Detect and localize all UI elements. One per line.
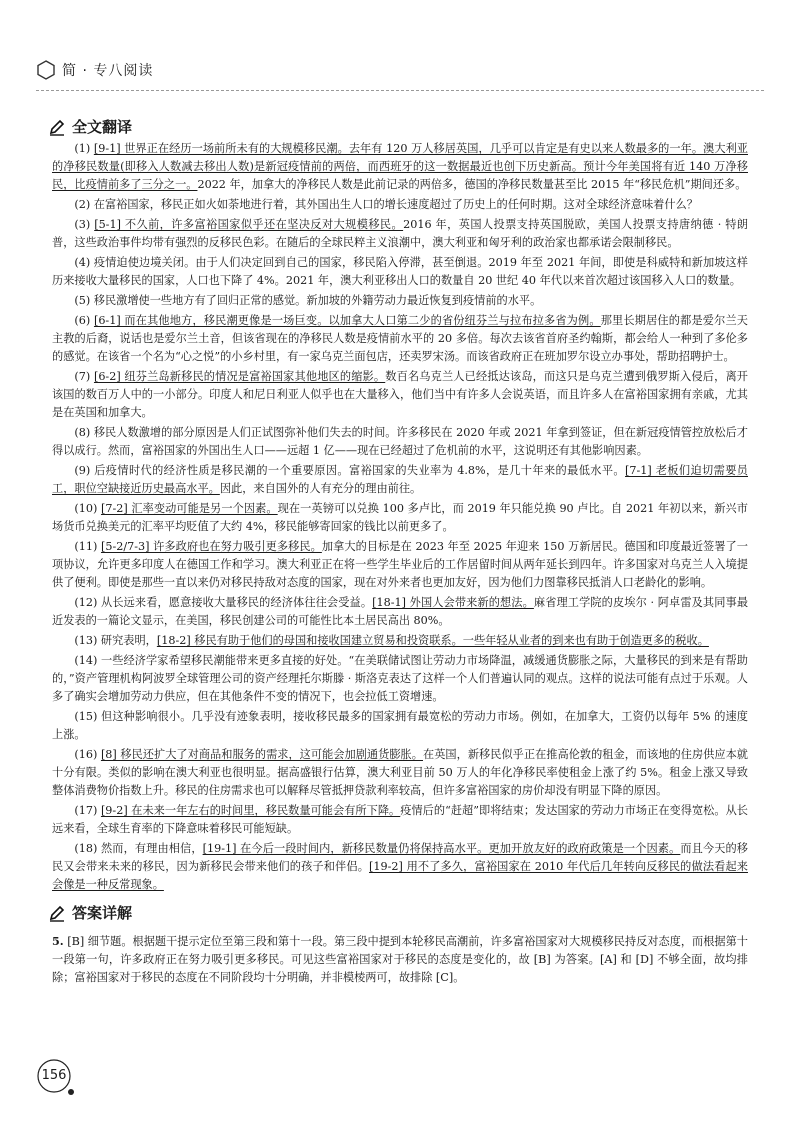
- paragraph-text: 2016 年，英国人投票支持英国脱欧，美国人投票支持唐纳德 · 特朗普，这些政治事件均带有强烈的反移民色彩。在随后的全球民粹主义浪潮中，澳大利亚和匈牙利的政治家也都承诺会限制移民。: [52, 218, 748, 249]
- translation-paragraph: [52, 632, 748, 650]
- underlined-key-sentence: [5-1] 不久前，许多富裕国家似乎还在坚决反对大规模移民。: [94, 218, 404, 231]
- section-title-translation: [48, 116, 132, 137]
- paragraph-text: (1): [74, 142, 94, 155]
- hexagon-icon: [36, 60, 56, 80]
- translation-paragraph: [52, 254, 748, 290]
- underlined-key-sentence: [6-2] 纽芬兰岛新移民的情况是富裕国家其他地区的缩影。: [93, 370, 386, 383]
- paragraph-text: 那里长期居住的都是爱尔兰天主教的后裔，说话也是爱尔兰土音，但该省现在的净移民人数是疫情前水平的 20 多倍。每次去该省首府圣约翰斯，都会给人一种到了多伦多的感觉。在该省一个名为“心之悦”的小乡村里，有一家乌克兰面包店，还卖罗宋汤。而该省政府正在班加罗尔设立办事处，帮助招聘护士。: [52, 314, 748, 363]
- paragraph-text: (4) 疫情迫使边境关闭。由于人们决定回到自己的国家，移民陷入停滞，甚至倒退。2019 年至 2021 年间，即使是科威特和新加坡这样历来接收大量移民的国家，人口也下降了 4%。2021 年，澳大利亚移出人口的数量自 20 世纪 40 年代以来首次超过该国移入人口的数量。: [52, 256, 748, 287]
- pen-icon: [48, 118, 66, 136]
- paragraph-text: (17): [74, 804, 101, 817]
- paragraph-text: 在英国，新移民似乎正在推高伦敦的租金，而该地的住房供应本就十分有限。类似的影响在澳大利亚也很明显。据高盛银行估算，澳大利亚目前 50 万人的年化净移民率使租金上涨了约 5%。租金上涨又导致整体消费物价指数上升。移民的住房需求也可以解释尽管抵押贷款利率较高，但许多富裕国家的房价却没有明显下降的原因。: [52, 748, 748, 797]
- paragraph-text: 加拿大的目标是在 2023 年至 2025 年迎来 150 万新居民。德国和印度最近签署了一项协议，允许更多印度人在德国工作和学习。澳大利亚正在将一些学生毕业后的工作居留时间从两年延长到四年。许多国家对乌克兰人入境提供了便利。即使是那些一直以来仍对移民持敌对态度的国家，现在对外来者也更加友好，因为他们力图靠移民抵消人口老龄化的影响。: [52, 540, 748, 589]
- translation-paragraph: [52, 840, 748, 894]
- paragraph-text: 2022 年，加拿大的净移民人数是此前记录的两倍多，德国的净移民数量甚至比 2015 年“移民危机”期间还多。: [197, 178, 747, 191]
- underlined-key-sentence: [18-1] 外国人会带来新的想法。: [372, 596, 534, 609]
- paragraph-text: (7): [74, 370, 94, 383]
- paragraph-text: (9) 后疫情时代的经济性质是移民潮的一个重要原因。富裕国家的失业率为 4.8%，是几十年来的最低水平。: [74, 464, 626, 477]
- page-header: [36, 60, 153, 80]
- answer-text: [B] 细节题。根据题干提示定位至第三段和第十一段。第三段中提到本轮移民高潮前，许多富裕国家对大规模移民持反对态度，而根据第十一段第一句，许多政府正在努力吸引更多移民。可见这些富裕国家对于移民的态度是变化的，故 [B] 为答案。[A] 和 [D] 不够全面，故均排除；富裕国家对于移民的态度在不同阶段均十分明确，并非模棱两可，故排除 [C]。: [52, 935, 748, 984]
- translation-paragraph: [52, 140, 748, 194]
- paragraph-text: (12) 从长远来看，愿意接收大量移民的经济体往往会受益。: [74, 596, 373, 609]
- paragraph-text: 现在一英镑可以兑换 100 多卢比，而 2019 年只能兑换 90 卢比。自 2021 年初以来，新兴市场货币兑换美元的汇率平均贬值了大约 4%，移民能够寄回家的钱比以前更多了。: [52, 502, 748, 533]
- paragraph-text: (2) 在富裕国家，移民正如火如荼地进行着，其外国出生人口的增长速度超过了历史上的任何时期。这对全球经济意味着什么？: [74, 198, 698, 211]
- paragraph-text: (18) 然而，有理由相信，: [74, 842, 203, 855]
- underlined-key-sentence: [18-2] 移民有助于他们的母国和接收国建立贸易和投资联系。一些年轻从业者的到来也有助于创造更多的税收。: [156, 634, 709, 647]
- underlined-key-sentence: [9-2] 在未来一年左右的时间里，移民数量可能会有所下降。: [100, 804, 401, 817]
- translation-paragraph: [52, 368, 748, 422]
- section-title-answer: [48, 902, 132, 923]
- underlined-key-sentence: [9-1] 世界正在经历一场前所未有的大规模移民潮。去年有 120 万人移居英国，几乎可以肯定是有史以来人数最多的一年。澳大利亚的净移民数量(即移入人数减去移出人数)是新冠疫情前的两倍，而西班牙的这一数据最近也创下历史新高。预计今年美国将有近 140 万净移民，比疫情前多了三分之一。: [52, 142, 748, 191]
- paragraph-text: (14) 一些经济学家希望移民潮能带来更多直接的好处。“在美联储试图让劳动力市场降温，减缓通货膨胀之际，大量移民的到来是有帮助的，”资产管理机构阿波罗全球管理公司的资产经理托尔斯滕 · 斯洛克表达了这样一个人们普遍认同的观点。这样的说法可能有点过于乐观。人多了确实会增加劳动力供应，但在其他条件不变的情况下，也会拉低工资增速。: [52, 654, 748, 703]
- translation-paragraph: [52, 538, 748, 592]
- pen-icon: [48, 904, 66, 922]
- underlined-key-sentence: [19-1] 在今后一段时间内，新移民数量仍将保持高水平。更加开放友好的政府政策是一个因素。: [202, 842, 681, 855]
- translation-paragraph: [52, 594, 748, 630]
- underlined-key-sentence: [5-2/7-3] 许多政府也在努力吸引更多移民。: [100, 540, 322, 553]
- header-title: 简 · 专八阅读: [62, 63, 154, 79]
- translation-paragraph: [52, 708, 748, 744]
- paragraph-text: (10): [74, 502, 101, 515]
- translation-title: 全文翻译: [72, 118, 133, 136]
- underlined-key-sentence: [7-1] 老板们迫切需要员工，职位空缺接近历史最高水平。: [52, 464, 748, 495]
- paragraph-text: 数百名乌克兰人已经抵达该岛，而这只是乌克兰遭到俄罗斯入侵后，离开该国的数百万人中的一小部分。印度人和尼日利亚人似乎也在大量移入，他们当中有许多人会说英语，而且许多人在富裕国家拥有亲戚，尤其是在英国和加拿大。: [52, 370, 748, 419]
- underlined-key-sentence: [7-2] 汇率变动可能是另一个因素。: [100, 502, 278, 515]
- translation-paragraph: [52, 500, 748, 536]
- page-number: 156: [41, 1068, 67, 1083]
- underlined-key-sentence: [8] 移民还扩大了对商品和服务的需求，这可能会加剧通货膨胀。: [100, 748, 423, 761]
- header-divider: [36, 90, 764, 91]
- question-number: 5.: [52, 934, 64, 948]
- translation-paragraph: [52, 312, 748, 366]
- answer-paragraph: [52, 932, 748, 987]
- translation-body: [52, 140, 748, 896]
- paragraph-text: 疫情后的“赶超”即将结束；发达国家的劳动力市场正在变得宽松。从长远来看，全球生育率的下降意味着移民可能短缺。: [52, 804, 748, 835]
- paragraph-text: 因此，来自国外的人有充分的理由前往。: [219, 482, 422, 495]
- paragraph-text: 而且今天的移民又会带来未来的移民，因为新移民会带来他们的孩子和伴侣。: [52, 842, 748, 873]
- translation-paragraph: [52, 292, 748, 310]
- paragraph-text: (5) 移民激增使一些地方有了回归正常的感觉。新加坡的外籍劳动力最近恢复到疫情前的水平。: [74, 294, 542, 307]
- translation-paragraph: [52, 424, 748, 460]
- answer-title: 答案详解: [72, 904, 133, 922]
- paragraph-text: (3): [74, 218, 95, 231]
- paragraph-text: (11): [74, 540, 101, 553]
- translation-paragraph: [52, 746, 748, 800]
- paragraph-text: (8) 移民人数激增的部分原因是人们正试图弥补他们失去的时间。许多移民在 2020 年或 2021 年拿到签证，但在新冠疫情管控放松后才得以成行。然而，富裕国家的外国出生人口——远超 1 亿——现在已经超过了危机前的水平，这说明还有其他影响因素。: [52, 426, 748, 457]
- translation-paragraph: [52, 802, 748, 838]
- paragraph-text: (6): [74, 314, 94, 327]
- page-number-badge: [36, 1058, 78, 1100]
- translation-paragraph: [52, 216, 748, 252]
- paragraph-text: (15) 但这种影响很小。几乎没有迹象表明，接收移民最多的国家拥有最宽松的劳动力市场。例如，在加拿大，工资仍以每年 5% 的速度上涨。: [52, 710, 748, 741]
- paragraph-text: 麻省理工学院的皮埃尔 · 阿卓雷及其同事最近发表的一篇论文显示，在美国，移民创建公司的可能性比本土居民高出 80%。: [52, 596, 749, 627]
- paragraph-text: (13) 研究表明，: [74, 634, 157, 647]
- underlined-key-sentence: [6-1] 而在其他地方，移民潮更像是一场巨变。以加拿大人口第二少的省份纽芬兰与拉布拉多省为例。: [93, 314, 601, 327]
- underlined-key-sentence: [19-2] 用不了多久，富裕国家在 2010 年代后几年转向反移民的做法看起来会像是一种反常现象。: [52, 860, 748, 891]
- translation-paragraph: [52, 652, 748, 706]
- translation-paragraph: [52, 196, 748, 214]
- paragraph-text: (16): [74, 748, 101, 761]
- answer-explanation: [52, 932, 748, 987]
- translation-paragraph: [52, 462, 748, 498]
